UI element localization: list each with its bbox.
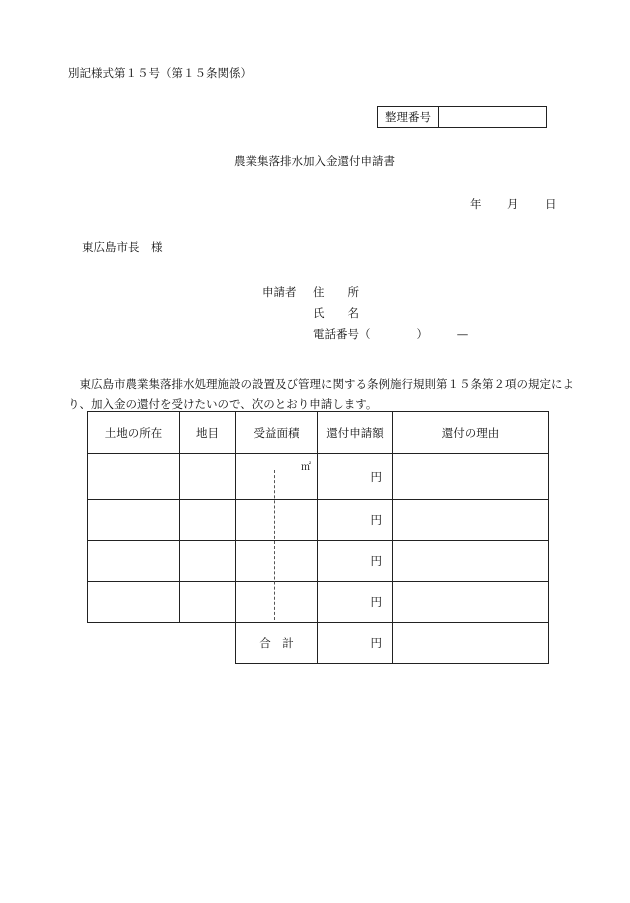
header-area: 受益面積 — [236, 412, 318, 454]
form-id: 別記様式第１５号（第１５条関係） — [68, 66, 252, 80]
table-row — [88, 454, 549, 500]
applicant-heading: 申請者 — [262, 285, 297, 299]
phone-label: 電話番号（ ） — — [313, 327, 469, 341]
area-cell[interactable] — [236, 500, 318, 541]
total-row — [88, 623, 549, 664]
header-amount: 還付申請額 — [318, 412, 393, 454]
land-category-cell[interactable] — [180, 454, 236, 500]
header-location: 土地の所在 — [88, 412, 180, 454]
table-row — [88, 582, 549, 623]
area-decimal-divider — [274, 470, 275, 620]
reason-cell[interactable] — [393, 500, 549, 541]
area-unit: ㎡ — [301, 462, 311, 473]
total-label: 合 計 — [236, 623, 318, 664]
table-row — [88, 541, 549, 582]
date-year-label: 年 — [470, 197, 482, 211]
amount-cell[interactable]: 円 — [318, 582, 393, 623]
header-land-category: 地目 — [180, 412, 236, 454]
reason-cell[interactable] — [393, 582, 549, 623]
reference-number-box — [377, 106, 547, 128]
total-reason-cell — [393, 623, 549, 664]
land-category-cell[interactable] — [180, 541, 236, 582]
reason-cell[interactable] — [393, 541, 549, 582]
refund-table — [87, 411, 549, 664]
date-month-label: 月 — [507, 197, 519, 211]
reason-cell[interactable] — [393, 454, 549, 500]
name-label: 氏 名 — [313, 306, 359, 320]
body-text: 東広島市農業集落排水処理施設の設置及び管理に関する条例施行規則第１５条第２項の規定により、加入金の還付を受けたいので、次のとおり申請します。 — [68, 377, 574, 411]
location-cell[interactable] — [88, 454, 180, 500]
area-cell[interactable] — [236, 582, 318, 623]
table-header-row — [88, 412, 549, 454]
date-day-label: 日 — [545, 197, 557, 211]
table-row — [88, 500, 549, 541]
location-cell[interactable] — [88, 541, 180, 582]
location-cell[interactable] — [88, 582, 180, 623]
amount-cell[interactable]: 円 — [318, 500, 393, 541]
reference-number-label: 整理番号 — [378, 107, 439, 127]
area-cell[interactable] — [236, 541, 318, 582]
addressee: 東広島市長 様 — [82, 240, 163, 254]
area-cell[interactable] — [236, 454, 318, 500]
address-label: 住 所 — [313, 285, 359, 299]
header-reason: 還付の理由 — [393, 412, 549, 454]
reference-number-field[interactable] — [439, 107, 546, 127]
page-title: 農業集落排水加入金還付申請書 — [234, 154, 395, 168]
land-category-cell[interactable] — [180, 500, 236, 541]
land-category-cell[interactable] — [180, 582, 236, 623]
amount-cell[interactable]: 円 — [318, 541, 393, 582]
total-amount-cell[interactable]: 円 — [318, 623, 393, 664]
amount-cell[interactable]: 円 — [318, 454, 393, 500]
location-cell[interactable] — [88, 500, 180, 541]
